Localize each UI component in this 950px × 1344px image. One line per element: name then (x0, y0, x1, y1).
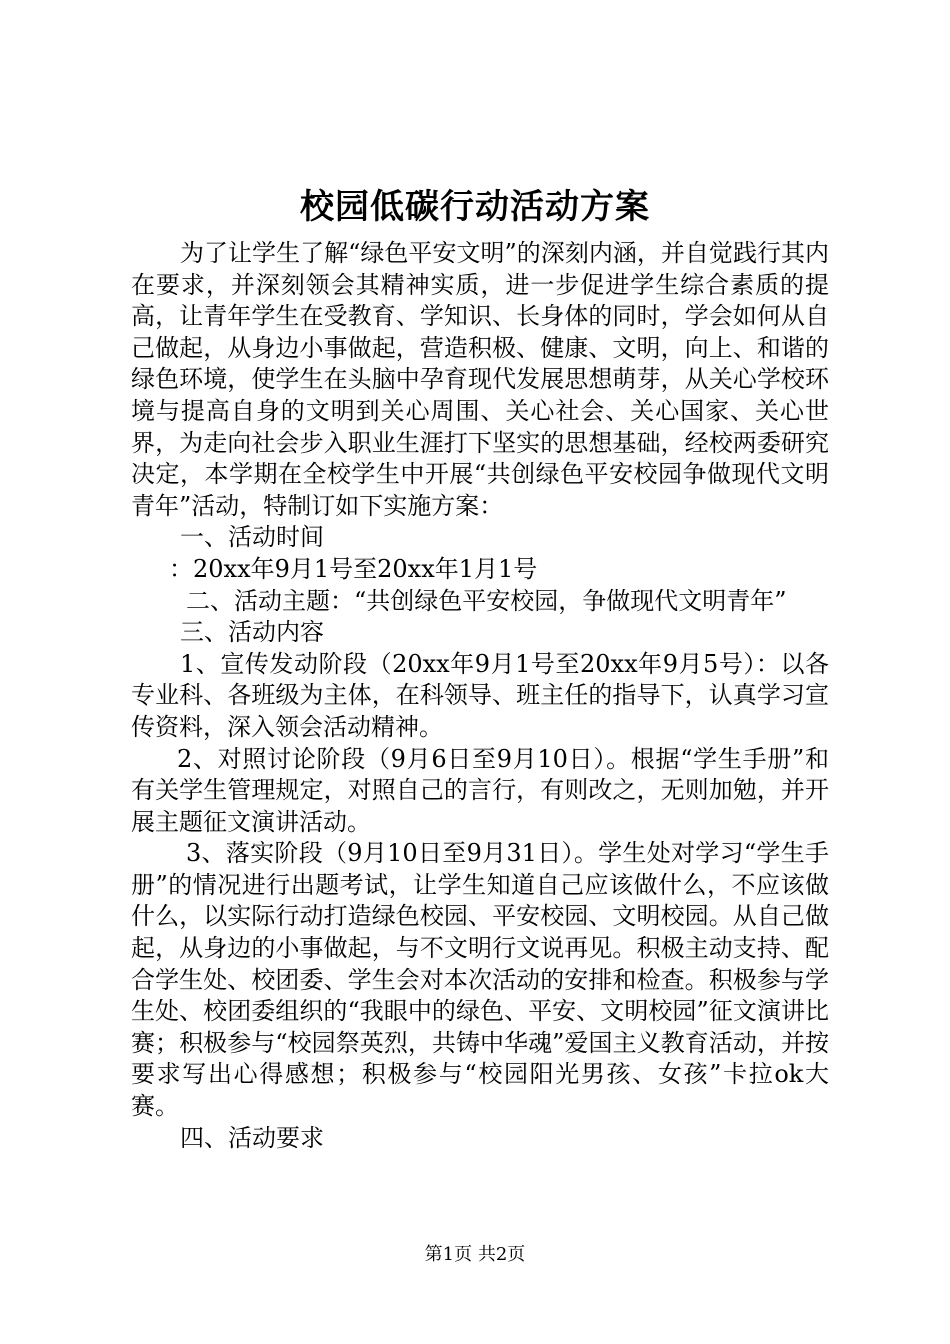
section-heading-content: 三、活动内容 (180, 618, 324, 647)
section-heading-requirements: 四、活动要求 (180, 1123, 324, 1152)
content-item-1: 1、宣传发动阶段（20xx年9月1号至20xx年9月5号）：以各专业科、各班级为主体，在科领导、班主任的指导下，认真学习宣传资料，深入领会活动精神。 (131, 649, 829, 741)
page-number-footer: 第1页 共2页 (424, 1244, 526, 1265)
activity-date-range: ：20xx年9月1号至20xx年1月1号 (169, 554, 538, 583)
intro-paragraph: 为了让学生了解“绿色平安文明”的深刻内涵，并自觉践行其内在要求，并深刻领会其精神实质，进一步促进学生综合素质的提高，让青年学生在受教育、学知识、长身体的同时，学会如何从自己做起，从身边小事做起，营造积极、健康、文明，向上、和谐的绿色环境，使学生在头脑中孕育现代发展思想萌芽，从关心学校环境与提高自身的文明到关心周围、关心社会、关心国家、关心世界，为走向社会步入职业生涯打下坚实的思想基础，经校两委研究决定，本学期在全校学生中开展“共创绿色平安校园争做现代文明青年”活动，特制订如下实施方案： (131, 239, 829, 520)
document-title: 校园低碳行动活动方案 (300, 187, 650, 227)
section-heading-theme: 二、活动主题：“共创绿色平安校园，争做现代文明青年” (186, 586, 787, 615)
section-heading-time: 一、活动时间 (180, 523, 324, 552)
document-body (131, 238, 829, 1154)
content-item-3: 3、落实阶段（9月10日至9月31日）。学生处对学习“学生手册”的情况进行出题考试，让学生知道自己应该做什么，不应该做什么，以实际行动打造绿色校园、平安校园、文明校园。从自己做起，从身边的小事做起，与不文明行文说再见。积极主动支持、配合学生处、校团委、学生会对本次活动的安排和检查。积极参与学生处、校团委组织的“我眼中的绿色、平安、文明校园”征文演讲比赛；积极参与“校园祭英烈，共铸中华魂”爱国主义教育活动，并按要求写出心得感想；积极参与“校园阳光男孩、女孩”卡拉ok大赛。 (131, 839, 829, 1121)
content-item-2: 2、对照讨论阶段（9月6日至9月10日）。根据“学生手册”和有关学生管理规定，对照自己的言行，有则改之，无则加勉，并开展主题征文演讲活动。 (131, 744, 829, 836)
